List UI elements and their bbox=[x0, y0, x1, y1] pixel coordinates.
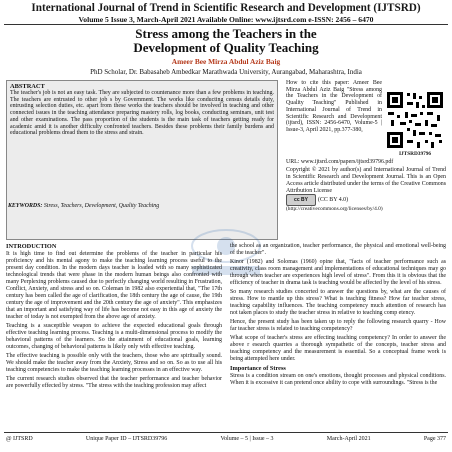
footer bbox=[6, 436, 446, 442]
author-name: Ameer Bee Mirza Abdul Aziz Baig bbox=[171, 57, 281, 66]
paragraph: It is high time to find out determine the problems of the teacher in particular his proficiency and his mental agony to make the teaching learning process useful to the present day condition. In the modern days teacher is loaded with so many sophisticated technological trends that were phase in the modern human beings also confronted with many Perplexing problems caused due to perfectly changing world resulting in Frustration, Conflict, Anxiety, and stress and so on. Coleman in 1982 also experiential that, "The 17th century has been called the age of clarification, the 18th century the age of cause, the 19th century the age of improvement and the 20th century the age of anxiety". This emphasizes that an important and satisfying way of life has become not easy in this age of anxiety the teacher of today is not exempted from the above age of anxiety. bbox=[6, 251, 222, 320]
copyright-text: Copyright © 2021 by author(s) and International Journal of Trend in Scientific Research and Development Journal. This is an Open Access article distributed under the terms of the Creative Commons Attribution License bbox=[286, 167, 446, 194]
body-left-column bbox=[6, 243, 222, 392]
paragraph: Teaching is a susceptible weapon to achieve the expected educational goals through effective teaching learning process. Teaching is a multi-dimensional process to modify the behavioral patterns of the learners. So the attainment of educational goals, learning outcomes, changing of behavioral patterns is likely only with effective teaching. bbox=[6, 323, 222, 350]
title-line-2: Development of Quality Teaching bbox=[133, 40, 319, 55]
title-line-1: Stress among the Teachers in the bbox=[135, 26, 317, 41]
cc-by-badge-icon: cc BY bbox=[286, 194, 316, 206]
footer-journal: @ IJTSRD bbox=[6, 436, 33, 442]
paragraph: So many research studies concerted to answer the questions by, what are the causes of stress. How to mantle up this stress? What is teaching fitness? How far teacher stress, teaching capability influences. The teaching competency much attention of research has not taken places to study the teacher stress in relative to teaching comp etency. bbox=[230, 289, 446, 316]
journal-title: International Journal of Trend in Scientific Research and Development (IJTSRD) bbox=[31, 2, 421, 14]
importance-heading: Importance of Stress bbox=[230, 365, 286, 372]
affiliation: PhD Scholar, Dr. Babasaheb Ambedkar Marathwada University, Aurangabad, Maharashtra, India bbox=[90, 68, 362, 76]
introduction-heading: INTRODUCTION bbox=[6, 243, 57, 250]
citation-url: URL: www.ijtsrd.com/papers/ijtsrd39796.pdf bbox=[286, 158, 394, 165]
footer-date: March-April 2021 bbox=[326, 436, 371, 442]
abstract-heading: ABSTRACT bbox=[10, 83, 45, 90]
paragraph: What scope of teacher's stress are effecting teaching competency? In order to answer the above r esearch quarries a thorough sympathetic of the concepts, teacher stress and teaching competency and the measurement is essential. So a conceptual frame work is being attempted here under. bbox=[230, 335, 446, 362]
paragraph: Stress is a condition stream on one's emotions, thought processes and physical conditions. When it is excessive it can pretend once ability to cope with surroundings. "Stress is the bbox=[230, 373, 446, 386]
keywords-list: Stress, Teachers, Development, Quality Teaching bbox=[43, 203, 160, 209]
body-right-column bbox=[230, 243, 446, 389]
paragraph: the school as an organization, teacher performance, the physical and emotional well-being of the teacher". bbox=[230, 243, 446, 256]
paragraph: Kinor (1982) and Solomas (1960) opine that, "facts of teacher performance such as creativity, class room management and implementations of educational techniques may go through when teacher are experiences high level of stress". From this it is obvious that the efficiency of teacher in drama task is teaching would be affected by the level of his stress. bbox=[230, 259, 446, 286]
license-url: (http://creativecommons.org/licenses/by/4.0) bbox=[286, 206, 383, 213]
header-rule bbox=[4, 24, 448, 25]
paragraph: Hence, the present study has been taken up to reply the following research quarry - How far teacher stress is related to teaching competency? bbox=[230, 319, 446, 332]
citation-text: How to cite this paper: Ameer Bee Mirza Abdul Aziz Baig "Stress among the Teachers in the Development of Quality Teaching" Published in International Journal of Trend in Scientific Research and Development (ijtsrd), ISSN: 2456-6470, Volume-5 | Issue-3, April 2021, pp.377-380, bbox=[286, 80, 382, 133]
keywords bbox=[8, 203, 276, 209]
abstract-box bbox=[6, 80, 278, 240]
journal-meta: Volume 5 Issue 3, March-April 2021 Available Online: www.ijtsrd.com e-ISSN: 2456 – 6470 bbox=[78, 15, 374, 24]
abstract-text: The teacher's job is not an easy task. They are subjected to countenance more than a few problems in teaching. The teachers are entrusted to other job s by Government. The works like conducting census details duty, entrusting selection duties, etc. apart from these works the teachers should be involved in teaching and other connected issues in the teaching attendance preparing mastery rolls, log books, conducting seminars, unit test and other examinations. The pass proportion of the students is the main task of teachers getting ready for academic amid it is another difficulty confronted teachers. Besides these problems their family burdens and educational problems dread them to the stress and strain. bbox=[10, 90, 274, 137]
qr-label: IJTSRD39796 bbox=[398, 151, 432, 157]
footer-paper-id: Unique Paper ID – IJTSRD39796 bbox=[85, 436, 168, 442]
license-code: (CC BY 4.0) bbox=[318, 196, 349, 203]
footer-volume: Volume – 5 | Issue – 3 bbox=[220, 436, 274, 442]
citation-box bbox=[286, 80, 446, 213]
footer-rule bbox=[4, 432, 448, 433]
paragraph: The current research studies observed that the teacher performance and teacher behavior are powerfully effected by stress. "The stress with the teaching profession may affect bbox=[6, 376, 222, 389]
paragraph: The effective teaching is possible only with the teachers, those who are spiritually sound. We should make the teacher away from the Anxiety, Stress and so on. So as to use all his teaching competencies to make the teaching learning processes in an effective way. bbox=[6, 353, 222, 373]
qr-code-icon bbox=[385, 90, 445, 150]
keywords-label: KEYWORDS: bbox=[8, 203, 43, 209]
paper-title bbox=[0, 27, 452, 55]
footer-page: Page 377 bbox=[423, 436, 446, 442]
